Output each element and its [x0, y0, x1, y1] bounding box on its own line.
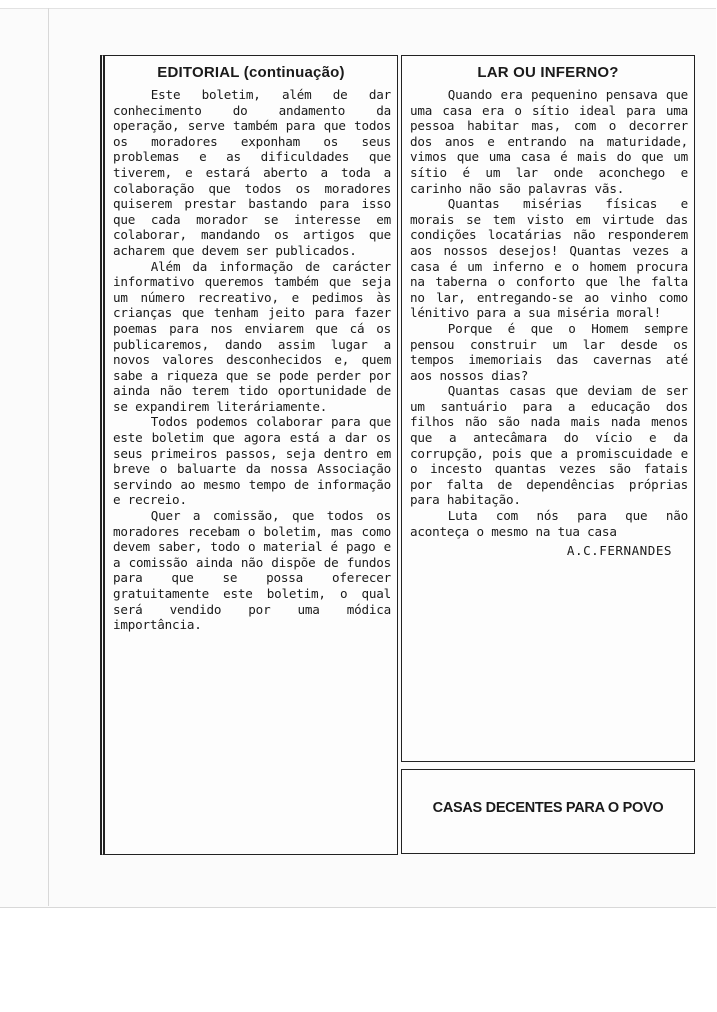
- editorial-paragraph-2: Além da informação de carácter informativo queremos também que seja um número recreativo, e pedimos às crianças que tenham jeito para fazer poemas para nos enviarem que cá os publicaremos, dando assim lugar a novos valores desconhecidos e, quem sabe a riqueza que se pode perder por ainda não terem tido oportunidade de se expandirem literáriamente.: [113, 258, 391, 414]
- article-paragraph-4: Quantas casas que deviam de ser um santuário para a educação dos filhos não são nada mais nada menos que a antecâmara do vício e da corrupção, pois que a promiscuidade e o incesto quantas vezes são fatais por falta de dependências próprias para habitação.: [410, 383, 688, 508]
- editorial-column: [100, 55, 398, 855]
- scan-edge: [48, 8, 49, 906]
- lar-ou-inferno-body: [402, 87, 694, 539]
- editorial-paragraph-1: Este boletim, além de dar conhecimento do andamento da operação, serve também para que todos os moradores exponham os seus problemas e as dificuldades que tiverem, e estará aberto a toda a colaboração que todos os moradores quiserem prestar bastando para isso que cada morador se interesse em colaborar, mandando os artigos que acharem que devem ser publicados.: [113, 87, 391, 258]
- lar-ou-inferno-heading: LAR OU INFERNO?: [477, 64, 619, 81]
- editorial-paragraph-4: Quer a comissão, que todos os moradores recebam o boletim, mas como devem saber, todo o material é pago e a comissão ainda não dispõe de fundos para que se possa oferecer gratuitamente este boletim, o qual será vendido por uma módica importância.: [113, 508, 391, 633]
- article-paragraph-3: Porque é que o Homem sempre pensou construir um lar desde os tempos imemoriais das cavernas até aos nossos dias?: [410, 320, 688, 383]
- slogan-title: CASAS DECENTES PARA O POVO: [432, 800, 664, 816]
- lar-ou-inferno-column: [401, 55, 695, 762]
- article-paragraph-1: Quando era pequenino pensava que uma casa era o sítio ideal para uma pessoa habitar mas, com o decorrer dos anos e entrando na maturidade, vimos que uma casa é mais do que um sítio é um lar onde aconchego e carinho não são palavras vãs.: [410, 87, 688, 196]
- editorial-paragraph-3: Todos podemos colaborar para que este boletim que agora está a dar os seus primeiros passos, seja dentro em breve o baluarte da nossa Associação servindo ao mesmo tempo de informação e recreio.: [113, 414, 391, 508]
- article-paragraph-5: Luta com nós para que não aconteça o mesmo na tua casa: [410, 508, 688, 539]
- author-signature: A.C.FERNANDES: [566, 543, 672, 559]
- slogan-box: [401, 769, 695, 854]
- editorial-heading: EDITORIAL (continuação): [157, 64, 345, 81]
- editorial-body: [105, 87, 397, 633]
- article-paragraph-2: Quantas misérias físicas e morais se tem visto em virtude das condições locatárias não responderem aos nossos desejos! Quantas vezes a casa é um inferno e o homem procura na taberna o conforto que lhe falta no lar, entregando-se ao vinho como lénitivo para a sua miséria moral!: [410, 196, 688, 321]
